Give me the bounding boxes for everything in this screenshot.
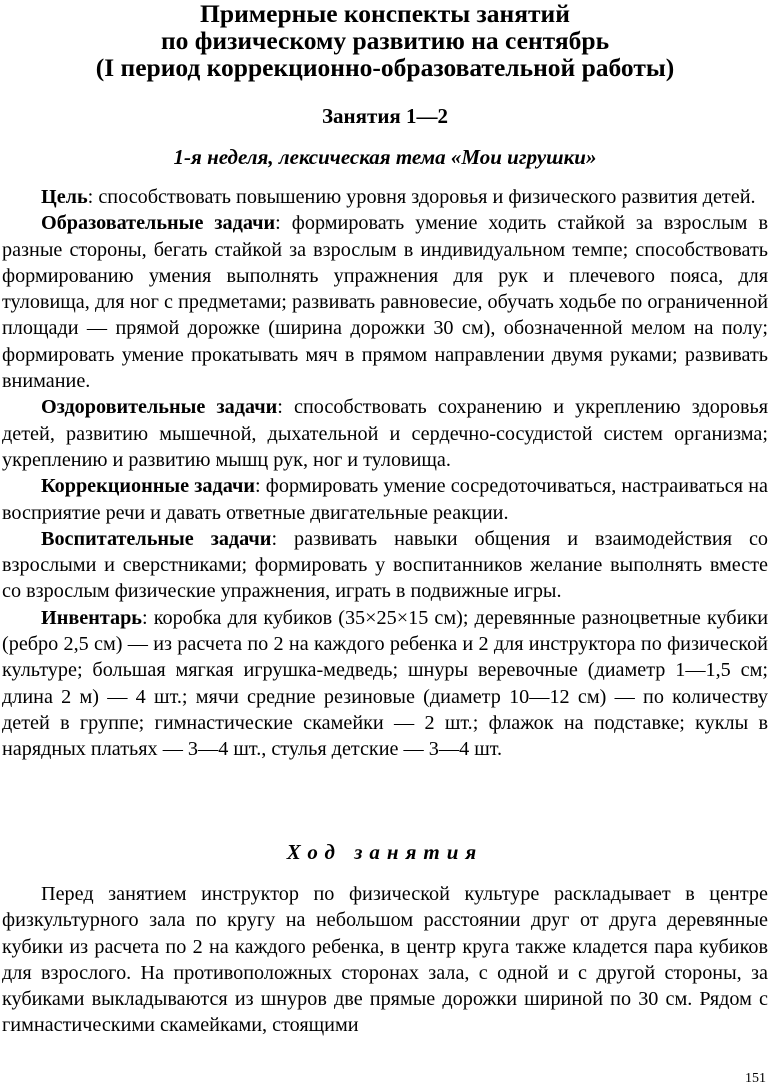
procedure-heading: Ход занятия [286,840,484,864]
lesson-goals [2,184,768,763]
section-label: Образовательные задачи [41,212,276,235]
section-text: : способствовать повышению уровня здоровья и физического развития детей. [87,186,756,208]
section-label: Коррекционные задачи [41,475,256,498]
page-number: 151 [745,1071,766,1086]
section-label: Инвентарь [41,606,142,629]
section-goal [2,184,768,210]
section-educational-tasks [2,210,768,394]
lesson-heading: Занятия 1—2 [321,104,449,128]
section-correction-tasks [2,473,768,526]
section-label: Оздоровительные задачи [41,396,278,419]
week-theme-heading: 1-я неделя, лексическая тема «Мои игрушки» [173,145,597,169]
section-text: : развивать навыки общения и взаимодействия со взрослыми и сверстниками; формировать у воспитанников желание выполнять вместе со взрослым физические упражнения, играть в подвижные игры. [2,527,768,603]
section-equipment [2,605,768,763]
title-line-2: по физическому развитию на сентябрь [160,26,610,55]
section-upbringing-tasks [2,526,768,605]
title-line-1: Примерные конспекты занятий [200,0,570,28]
section-health-tasks [2,394,768,473]
section-label: Цель [41,186,88,208]
section-text: : коробка для кубиков (35×25×15 см); деревянные разноцветные кубики (ребро 2,5 см) — из расчета по 2 на каждого ребенка и 2 для инструктора по физической культуре; большая мягкая игрушка-медведь; шнуры веревочные (диаметр 1—1,5 см; длина 2 м) — 4 шт.; мячи средние резиновые (диаметр 10—12 см) — по количеству детей в группе; гимнастические скамейки — 2 шт.; флажок на подставке; куклы в нарядных платьях — 3—4 шт., стулья детские — 3—4 шт. [2,606,768,761]
section-text: : способствовать сохранению и укреплению здоровья детей, развитию мышечной, дыхательной и сердечно-сосудистой систем организма; укреплению и развитию мышц рук, ног и туловища. [2,396,768,471]
section-text: : формировать умение ходить стайкой за взрослым в разные стороны, бегать стайкой за взрослым в индивидуальном темпе; способствовать формированию умения выполнять упражнения для рук и плечевого пояса, для туловища, для ног с предметами; развивать равновесие, обучать ходьбе по ограниченной площади — прямой дорожке (ширина дорожки 30 см), обозначенной мелом на полу; формировать умение прокатывать мяч в прямом направлении двумя руками; развивать внимание. [2,212,768,393]
page-title [0,0,770,81]
section-text: : формировать умение сосредоточиваться, настраиваться на восприятие речи и давать ответные двигательные реакции. [2,475,768,524]
procedure-paragraph: Перед занятием инструктор по физической культуре раскладывает в центре физкультурного зала по кругу на небольшом расстоянии друг от друга деревянные кубики из расчета по 2 на каждого ребенка, в центр круга также кладется пара кубиков для взрослого. На противоположных сторонах зала, с одной и с другой стороны, за кубиками выкладываются из шнуров две прямые дорожки шириной по 30 см. Рядом с гимнастическими скамейками, стоящими [2,883,768,1037]
procedure-body [2,881,768,1039]
title-line-3: (I период коррекционно-образовательной работы) [95,53,675,82]
section-label: Воспитательные задачи [41,527,272,550]
